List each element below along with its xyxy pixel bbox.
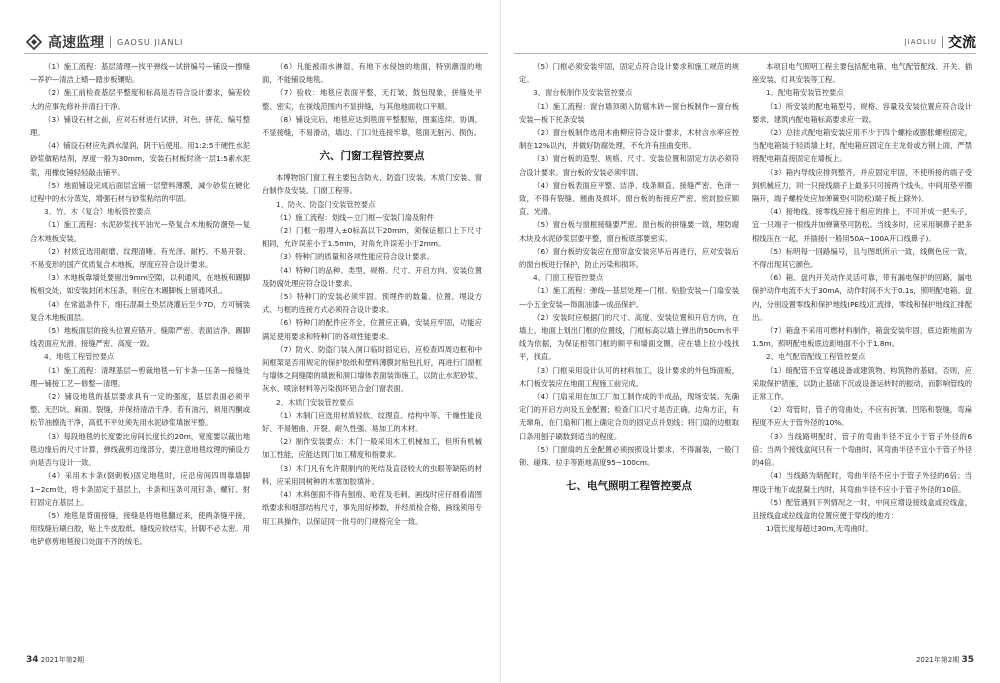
subsection-heading: 4、门窗工程管控要点 [533, 273, 604, 283]
section-header [905, 32, 976, 52]
body-paragraph: （3）特种门的质量和各项性能应符合设计要求。 [276, 252, 434, 262]
body-paragraph: （5）门窗扇的五金配置必须按照设计要求，不得漏装，一般门锁、碰珠、拉手等距地高度95~100cm。 [519, 444, 739, 468]
body-paragraph: （1）木制门应选用材质轻软、纹理直、结构中等、干燥性能良好、不易翘曲、开裂、耐久性强、易加工的木材。 [262, 410, 482, 434]
issue-label: 2021年第2期 [40, 656, 85, 664]
body-paragraph: （4）铺设石材应先洒水湿润，阴干后使用。用1:2:5干硬性水泥砂浆做粘结剂，厚度一般为30mm，安装石材板时浇一层1:5素水泥浆，用橡皮锤轻轻敲击铺平。 [30, 141, 250, 177]
journal-header [26, 32, 183, 52]
journal-name: 高速监理 [48, 35, 104, 51]
body-paragraph: （6）特种门的配件应齐全，位置应正确，安装应牢固，功能应满足使用要求和特种门的各项性能要求。 [262, 318, 482, 341]
text-column-2 [262, 60, 482, 528]
body-paragraph: （5）门框必须安装牢固，固定点符合设计要求和施工规范的规定。 [519, 62, 739, 85]
body-paragraph: （3）窗台板的造型、规格、尺寸、安装位置和固定方法必须符合设计要求。窗台板的安装必须牢固。 [519, 154, 739, 177]
subsection-heading: 3、窗台板制作及安装管控要点 [533, 88, 633, 98]
body-paragraph: （6）凡能被雨水淋湿、有地下水侵蚀的地面，特别潮湿的地面，不能铺设地毯。 [262, 62, 482, 85]
body-paragraph: （6）箱、盘内开关动作灵活可靠，带有漏电保护的回路，漏电保护动作电流不大于30mA，动作时间不大于0.1s，照明配电箱、盘内，分别设置零线和保护地线(PE线)汇流排，零线和保护地线汇排配出。 [752, 273, 972, 322]
text-column-3 [519, 60, 739, 501]
body-paragraph: （1）施工流程：清理基层—剪裁地毯—钉卡条—压条—接缝处理—铺接工艺—修整—清理。 [30, 365, 250, 388]
body-paragraph: （4）采用木卡条(倒刺板)固定地毯时，应沿房间四周靠墙脚1~2cm处，将卡条固定于基层上，卡条和压条可用钉条、螺钉、射钉固定在基层上。 [30, 471, 250, 507]
body-paragraph: （3）木门凡有允许限制内的死结及直径较大的虫眼等缺陷的材料，应采用同树种的木塞加胶填补。 [262, 463, 482, 486]
body-paragraph: （2）制作安装要点：木门一般采用木工机械加工，但所有机械加工性能，应能达到门加工精度和指要求。 [262, 437, 482, 460]
body-paragraph: （5）窗台板与窗框接缝要严密。窗台板的拼缝要一致，埋防腐木块及水泥砂浆层要平整，窗台板底部要密实。 [519, 220, 739, 243]
body-paragraph: （4）木料刨面不得有刨痕、呛茬及毛刺。画线时应仔细看清图纸要求和细部结构尺寸，事先用好棒数，并经质检合格，画线须用专用工具操作，以保证同一批号的门规格完全一致。 [262, 490, 482, 526]
body-paragraph: 本项目电气照明工程主要包括配电箱、电气配管配线、开关、插座安装、灯具安装等工程。 [752, 62, 972, 85]
journal-name-pinyin: GAOSU JIANLI [117, 37, 184, 47]
body-paragraph: （1）施工流程：窗台墙顶砌入防腐木砖—窗台板制作—窗台板安装—板下托条安装 [519, 101, 739, 124]
body-paragraph: 1)管长度每超过30m,无弯曲时。 [766, 524, 873, 534]
body-paragraph: （7）防火、防盗门装入洞口临时固定后，应检查四周边框和中间框架是否用规定的保护胶纸和塑料薄膜封贴包扎好，再进行门窗框与墙体之间缝隙的填嵌和洞口墙体表面装饰施工，以防止水泥砂浆、灰水、喷涂材料等污染损坏铝合金门窗表面。 [262, 344, 482, 394]
body-paragraph: （2）安装时应根据门的尺寸、高度、安装位置和开启方向，在墙上、地面上划出门框的位置线，门框标高以墙上弹出的50cm水平线为依据，为保证相邻门框的顺平和墙面交圈，应在墙上拉小线找平，找直。 [519, 312, 739, 362]
subsection-heading: 3、竹、木（复合）地板管控要点 [44, 207, 151, 217]
body-paragraph: （6）窗台板的安装应在窗帘盒安装完毕后再进行，应对安装后的窗台板进行保护，防止污染和损坏。 [519, 246, 739, 270]
body-paragraph: （3）每段地毯的长度要比房间长度长约20m，宽度要以裁出地毯边缘后的尺寸计算，弹线裁剪边缘部分，要注意地毯纹理的铺设方向是否与设计一致。 [30, 431, 250, 468]
subsection-heading: 2、木质门安装管控要点 [276, 397, 354, 407]
text-column-4 [752, 60, 972, 535]
folio-right [916, 655, 974, 665]
body-paragraph: （5）地毯是背面接缝，接缝是将地毯翻过来，使两条缝平接，用线缝后刷白胶，贴上牛皮胶纸。缝线应较结实，针脚不必太密。用电铲修剪地毯接口处面不齐的绒毛。 [30, 510, 250, 547]
section-name-pinyin: JIAOLIU [904, 38, 937, 46]
body-paragraph: 本博物馆门窗工程主要包含防火、防盗门安装、木质门安装、窗台制作及安装、门窗工程等。 [262, 173, 482, 196]
header-rule-right [514, 53, 976, 54]
subsection-heading: 4、地毯工程管控要点 [44, 352, 115, 362]
body-paragraph: （7）验收：地毯应表面平整，无打皱、鼓包现象，拼缝处平整、密实，在视线范围内不显拼缝，与其他地面收口平顺。 [262, 88, 482, 111]
header-divider [110, 36, 111, 48]
subsection-heading: 1、防火、防盗门安装管控要点 [276, 199, 376, 209]
body-paragraph: （2）材质宜选用耐磨、纹理清晰、有光泽、耐朽、不易开裂、不易变形的国产优质复合木地板，厚度应符合设计要求。 [30, 246, 250, 270]
body-paragraph: （1）施工流程：基层清理—找平弹线—试拼编号—铺设—擦缝—养护—清洁上蜡—踏步板镶贴。 [30, 62, 250, 85]
header-rule-left [24, 53, 488, 54]
body-paragraph: （4）接地线、接零线应接于相应的排上，不可并成一把头子，宜一只端子一根线并加弹簧垫可防松。当线多时，应采用铜鼻子把多根线压在一起，并插接(一般用50A~100A开口线鼻子)。 [752, 207, 972, 243]
body-paragraph: （5）标明每一回路编号，且与图纸所示一致，线侧色应一致，不得出现其它颜色。 [752, 246, 972, 270]
body-paragraph: （2）总挂式配电箱安装应用不少于四个螺栓或膨胀螺栓固定，当配电箱装于轻质墙上时，配电箱应固定在主龙骨或方钢上面，严禁将配电箱直接固定在墙板上。 [752, 128, 972, 164]
body-paragraph: （1）施工流程：划线—立门框—安装门扇及附件 [276, 212, 434, 222]
body-paragraph: （4）在常温条件下，细石混凝土垫层浇灌后至少7D，方可铺装复合木地板面层。 [30, 299, 250, 322]
body-paragraph: （5）地面铺设完成后面层宜铺一层塑料薄膜，减少砂浆在硬化过程中的水分蒸发，增强石材与砂浆粘结的牢固。 [30, 180, 250, 204]
body-paragraph: （1）施工流程：水泥砂浆找平油光—垫复合木地板防潮垫—复合木地板安装。 [30, 220, 250, 243]
body-paragraph: （3）箱内导线应排列整齐，并应固定牢固，不使所接的端子受到机械应力，同一只接线端子上最多只可接两个线头，中间用垫平圈隔开，端子螺栓处应加弹簧垫(可防松)端子板上除外)。 [752, 167, 972, 204]
journal-logo-icon [26, 34, 42, 50]
section-name: 交流 [948, 35, 976, 51]
body-paragraph: （5）配管遇到下列情况之一时，中间应增设接线盒或拉线盒，且接线盒或拉线盒的位置应便于穿线的地方： [752, 497, 972, 520]
body-paragraph: （2）窗台板制作选用木曲柳应符合设计要求，木材含水率应控制在12%以内，并做好防腐处理，不允许有扭曲变形。 [519, 128, 739, 151]
page-gutter [500, 0, 501, 683]
issue-label: 2021年第2期 [915, 656, 960, 664]
subsection-heading: 2、电气配管配线工程管控要点 [766, 352, 866, 362]
page-number: 35 [961, 655, 974, 665]
body-paragraph: （8）铺设完后，地毯应达到毯面平整服贴，图案连续、协调，不显接缝，不易滑动，墙边、门口处连接牢靠，毯面无脏污、损伤。 [262, 114, 482, 138]
body-paragraph: （2）门框一般埋入±0标高以下20mm，须保证框口上下尺寸相同，允许误差小于1.5mm，对角允许误差小于2mm。 [262, 226, 482, 249]
body-paragraph: （7）箱盘不采用可燃材料制作，箱盘安装牢固，底边距地面为1.5m，照明配电板底边距地面不小于1.8m。 [752, 326, 972, 349]
body-paragraph: （3）铺设石材之前，应对石材进行试拼，对色、拼花、编号整理。 [30, 114, 250, 138]
body-paragraph: （1）所安装的配电箱型号、规格、容量及安装位置应符合设计要求，建筑内配电箱标高要求应一致。 [752, 101, 972, 124]
folio-left [26, 655, 84, 665]
section-heading: 七、电气照明工程管控要点 [566, 480, 692, 493]
body-paragraph: （4）窗台板表面应平整、洁净、线条顺直、接缝严密、色泽一致，不得有裂缝、翘曲及损坏。窗台板的衔接应严密、密封胶应顺直、光滑。 [519, 180, 739, 217]
text-column-1 [30, 60, 250, 549]
body-paragraph: （5）地板面层的接头位置应错开、缝隙严密、表面洁净，踢脚线表面应光滑、接缝严密、高度一致。 [30, 326, 250, 349]
body-paragraph: （3）木地板靠墙处要留出9mm空隙，以利通风，在地板和踢脚板相交处，如安装封闭木压条，则应在木踢脚板上留通风孔。 [30, 273, 250, 296]
body-paragraph: （2）施工前检查基层平整度和标高是否符合设计要求，偏差较大的应事先修补并清扫干净。 [30, 88, 250, 111]
page-number: 34 [26, 655, 39, 665]
body-paragraph: （4）当线路为暗配时，弯曲半径不应小于管子外径的6倍；当埋设于地下或混凝土内时，其弯曲半径不应小于管子外径的10倍。 [752, 471, 972, 494]
body-paragraph: （1）暗配管不宜穿越设备或建筑物、构筑物的基础，否则，应采取保护措施，以防止基础下沉或设备运转时的振动，而影响管线的正常工作。 [752, 365, 972, 402]
body-paragraph: （5）特种门的安装必须牢固。预埋件的数量、位置、埋设方式、与框的连接方式必须符合设计要求。 [262, 292, 482, 315]
body-paragraph: （4）特种门的品种、类型、规格、尺寸、开启方向、安装位置及防腐处理应符合设计要求。 [262, 265, 482, 288]
section-heading: 六、门窗工程管控要点 [319, 150, 425, 163]
body-paragraph: （3）门框采用设计认可的材料加工，设计要求的外包饰面板，木门板安装应在地面工程施工前完成。 [519, 365, 739, 388]
body-paragraph: （1）施工流程：弹线—基层处理—门框、贴脸安装—门扇安装—小五金安装—饰面油漆—成品保护。 [519, 286, 739, 309]
body-paragraph: （2）铺设地毯的基层要求具有一定的强度，基层表面必须平整、无凹坑、麻面、裂缝，并保持清洁干净。若有油污，须用丙酮或松节油擦洗干净，高低不平处须先用水泥砂浆填嵌平整。 [30, 392, 250, 428]
body-paragraph: （2）弯管时，管子的弯曲处，不应有折皱、凹陷和裂缝，弯扁程度不应大于管外径的10%。 [752, 405, 972, 428]
subsection-heading: 1、配电箱安装管控要点 [766, 88, 844, 98]
header-divider [942, 36, 943, 48]
body-paragraph: （4）门扇采用在加工厂加工制作成的半成品，现场安装。先确定门的开启方向及五金配置；检查门口尺寸是否正确，边角方正，有无窜角，在门扇和门框上确定合页的固定点并划线；将门扇的边框取口条用刨子刷数到适当的程度。 [519, 392, 739, 441]
body-paragraph: （3）当线路明配时，管子的弯曲半径不宜小于管子外径的6倍；当两个接线盒间只有一个弯曲时，其弯曲半径不宜小于管子外径的4倍。 [752, 431, 972, 468]
